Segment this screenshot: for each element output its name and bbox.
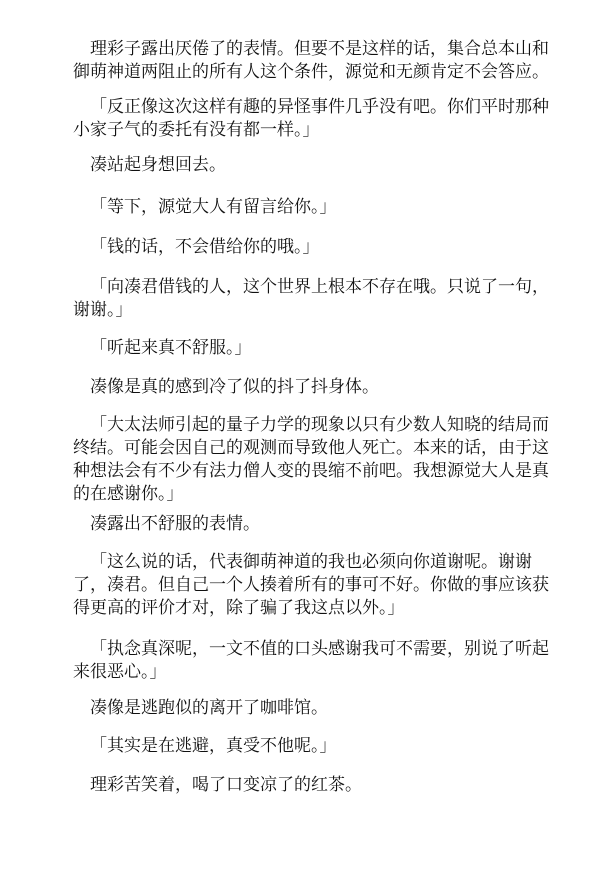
paragraph-5: 「钱的话，不会借给你的哦。」 [90, 237, 320, 257]
paragraph-8: 凑像是真的感到冷了似的抖了抖身体。 [90, 377, 379, 397]
paragraph-1: 理彩子露出厌倦了的表情。但要不是这样的话，集合总本山和御萌神道两阻止的所有人这个条件，源觉和无颜肯定不会答应。 [73, 39, 549, 82]
paragraph-15: 理彩苦笑着，喝了口变凉了的红茶。 [90, 775, 362, 795]
paragraph-11: 「这么说的话，代表御萌神道的我也必须向你道谢呢。谢谢了，凑君。但自己一个人揍着所有的事可不好。你做的事应该获得更高的评价才对，除了骗了我这点以外。」 [73, 552, 549, 618]
paragraph-10: 凑露出不舒服的表情。 [90, 514, 260, 534]
paragraph-6: 「向凑君借钱的人，这个世界上根本不存在哦。只说了一句，谢谢。」 [73, 277, 549, 320]
paragraph-2: 「反正像这次这样有趣的异怪事件几乎没有吧。你们平时那种小家子气的委托有没有都一样。」 [73, 97, 549, 140]
paragraph-4: 「等下，源觉大人有留言给你。」 [90, 197, 337, 217]
paragraph-12: 「执念真深呢，一文不值的口头感谢我可不需要，别说了听起来很恶心。」 [73, 639, 549, 682]
paragraph-3: 凑站起身想回去。 [90, 155, 226, 175]
paragraph-13: 凑像是逃跑似的离开了咖啡馆。 [90, 698, 328, 718]
paragraph-14: 「其实是在逃避，真受不他呢。」 [90, 736, 337, 756]
paragraph-7: 「听起来真不舒服。」 [90, 338, 252, 358]
paragraph-9: 「大太法师引起的量子力学的现象以只有少数人知晓的结局而终结。可能会因自己的观测而导致他人死亡。本来的话，由于这种想法会有不少有法力僧人变的畏缩不前吧。我想源觉大人是真的在感谢你。」 [73, 415, 549, 504]
